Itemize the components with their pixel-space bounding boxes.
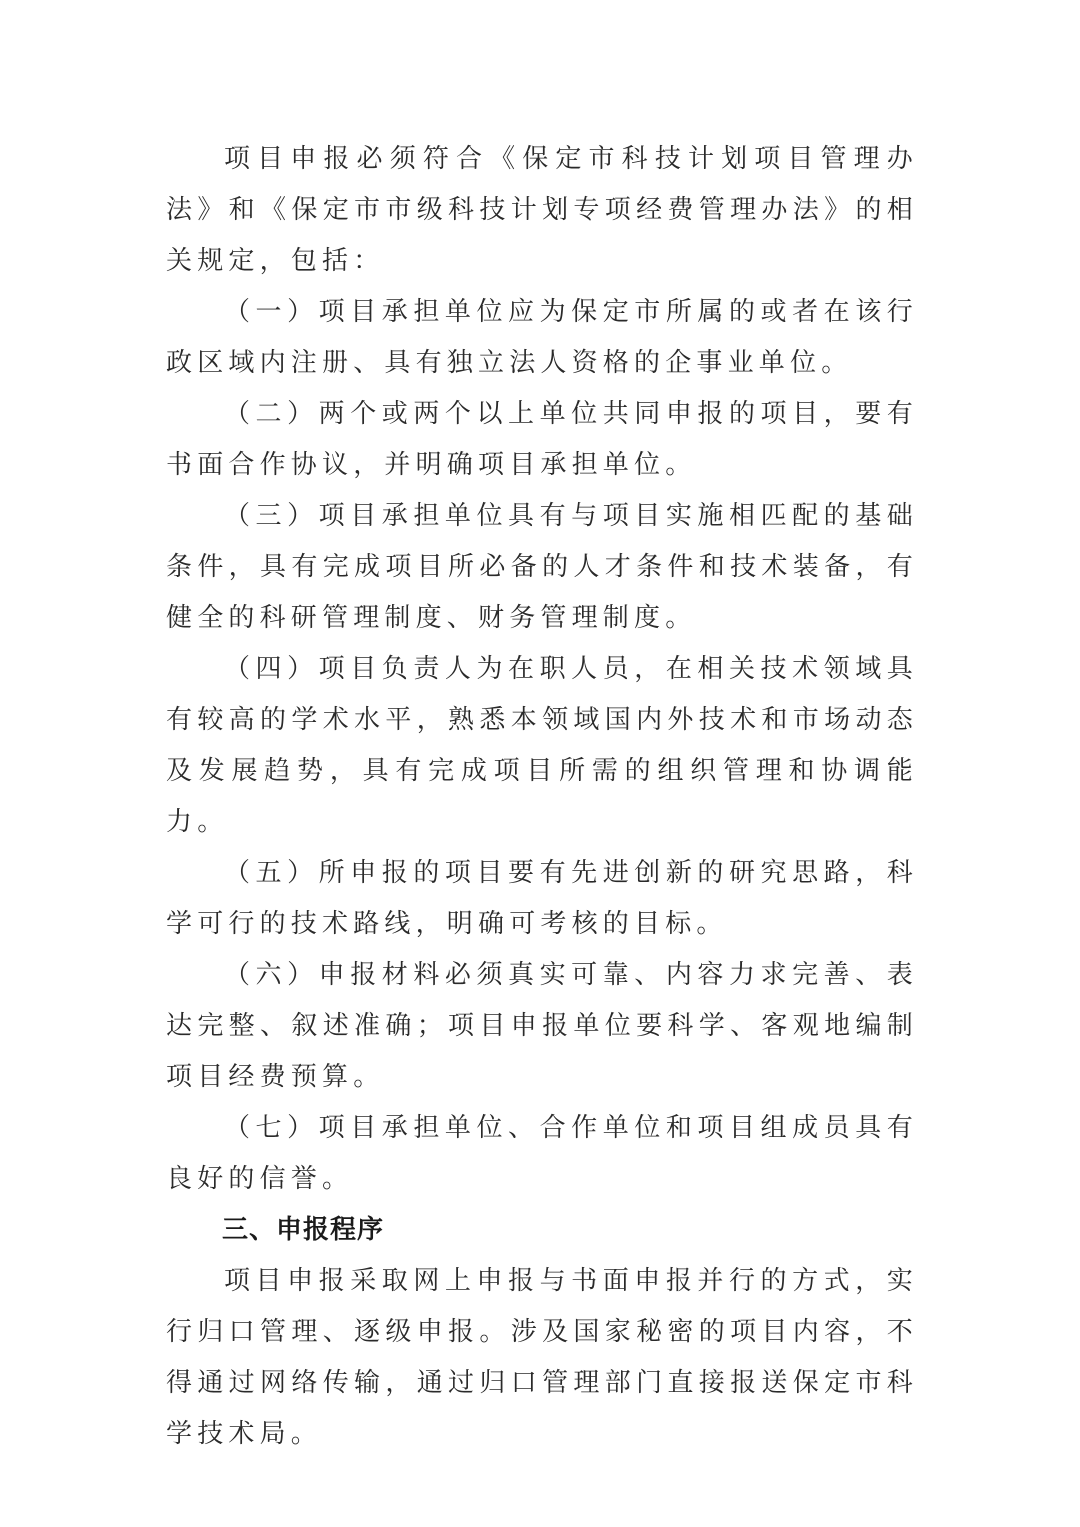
intro-paragraph: 项目申报必须符合《保定市科技计划项目管理办法》和《保定市市级科技计划专项经费管理办法》的相关规定，包括： <box>166 144 918 276</box>
requirement-item-6: （六）申报材料必须真实可靠、内容力求完善、表达完整、叙述准确；项目申报单位要科学、客观地编制项目经费预算。 <box>166 960 918 1092</box>
requirement-item-3: （三）项目承担单位具有与项目实施相匹配的基础条件，具有完成项目所必备的人才条件和技术装备，有健全的科研管理制度、财务管理制度。 <box>166 501 918 633</box>
document-page <box>166 134 918 1460</box>
procedure-paragraph: 项目申报采取网上申报与书面申报并行的方式，实行归口管理、逐级申报。涉及国家秘密的项目内容，不得通过网络传输，通过归口管理部门直接报送保定市科学技术局。 <box>166 1266 918 1449</box>
requirement-item-2: （二）两个或两个以上单位共同申报的项目，要有书面合作协议，并明确项目承担单位。 <box>166 399 918 480</box>
requirement-item-5: （五）所申报的项目要有先进创新的研究思路，科学可行的技术路线，明确可考核的目标。 <box>166 858 918 939</box>
requirement-item-1: （一）项目承担单位应为保定市所属的或者在该行政区域内注册、具有独立法人资格的企事业单位。 <box>166 297 918 378</box>
section-heading-procedure: 三、申报程序 <box>222 1215 385 1245</box>
requirement-item-4: （四）项目负责人为在职人员，在相关技术领域具有较高的学术水平，熟悉本领域国内外技术和市场动态及发展趋势，具有完成项目所需的组织管理和协调能力。 <box>166 654 918 837</box>
requirement-item-7: （七）项目承担单位、合作单位和项目组成员具有良好的信誉。 <box>166 1113 918 1194</box>
